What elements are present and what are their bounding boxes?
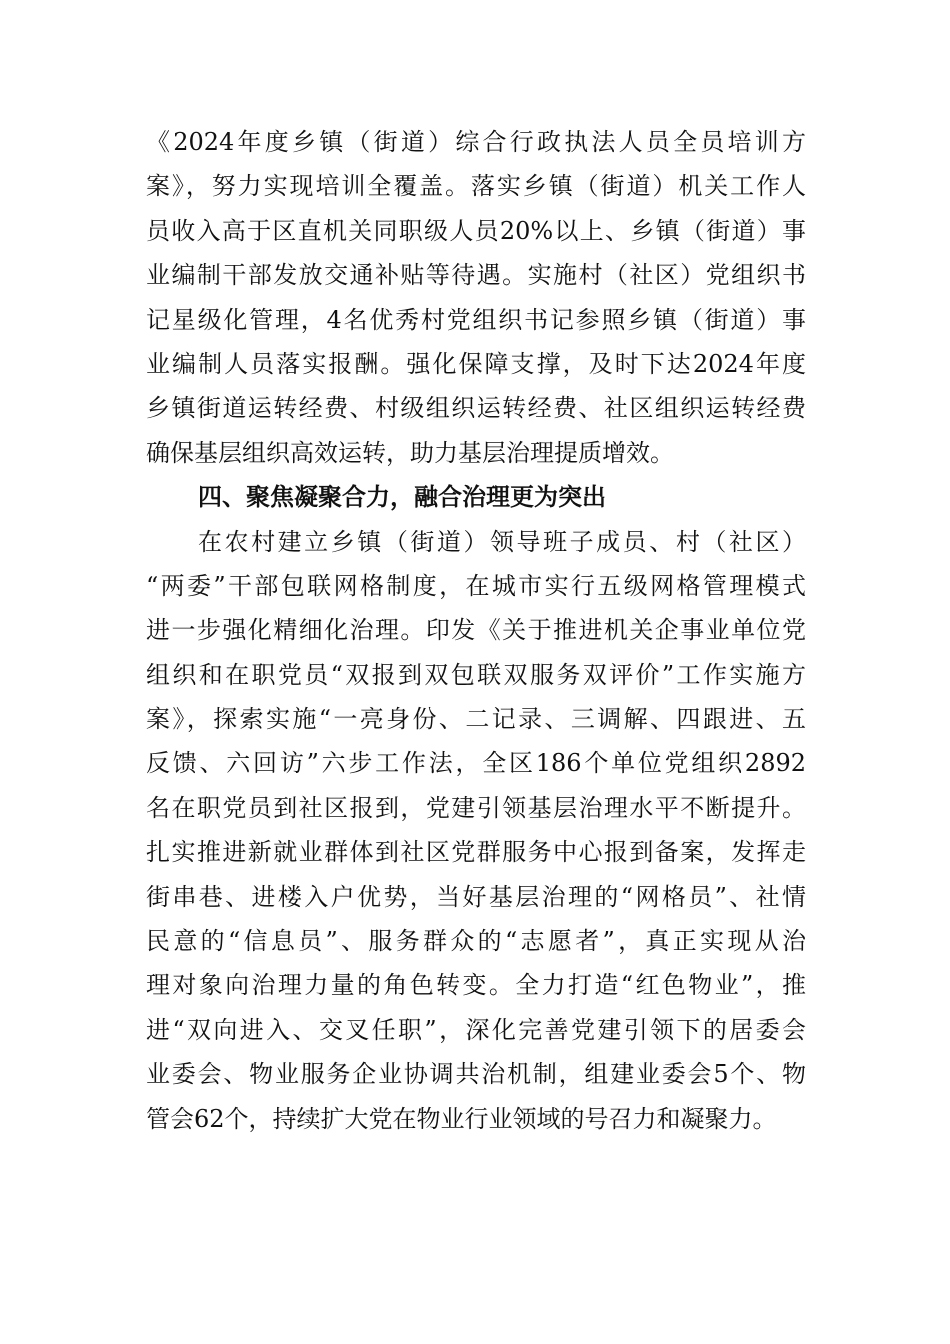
paragraph-line: “两委”干部包联网格制度，在城市实行五级网格管理模式 [146, 571, 806, 600]
paragraph-line: 管会62个，持续扩大党在物业行业领域的号召力和凝聚力。 [146, 1104, 777, 1133]
paragraph-line: 理对象向治理力量的角色转变。全力打造“红色物业”，推 [146, 971, 806, 1000]
paragraph-line: 案》，探索实施“一亮身份、二记录、三调解、四跟进、五 [146, 705, 806, 734]
paragraph-line: 确保基层组织高效运转，助力基层治理提质增效。 [146, 438, 674, 467]
paragraph-line: 反馈、六回访”六步工作法，全区186个单位党组织2892 [146, 749, 806, 778]
section-heading: 四、聚焦凝聚合力，融合治理更为突出 [198, 483, 606, 512]
paragraph-line: 记星级化管理，4名优秀村党组织书记参照乡镇（街道）事 [146, 305, 806, 334]
paragraph-line: 员收入高于区直机关同职级人员20%以上、乡镇（街道）事 [146, 216, 806, 245]
paragraph-line: 名在职党员到社区报到，党建引领基层治理水平不断提升。 [146, 793, 806, 822]
paragraph-line: 扎实推进新就业群体到社区党群服务中心报到备案，发挥走 [146, 838, 806, 867]
paragraph-line: 业委会、物业服务企业协调共治机制，组建业委会5个、物 [146, 1060, 806, 1089]
paragraph-line: 民意的“信息员”、服务群众的“志愿者”，真正实现从治 [146, 927, 806, 956]
paragraph-line: 组织和在职党员“双报到双包联双服务双评价”工作实施方 [146, 660, 806, 689]
paragraph-line: 乡镇街道运转经费、村级组织运转经费、社区组织运转经费 [146, 394, 806, 423]
paragraph-line: 街串巷、进楼入户优势，当好基层治理的“网格员”、社情 [146, 882, 806, 911]
paragraph-line: 业编制干部发放交通补贴等待遇。实施村（社区）党组织书 [146, 261, 806, 290]
document-body [146, 120, 806, 1141]
paragraph-line: 《2024年度乡镇（街道）综合行政执法人员全员培训方 [146, 128, 806, 156]
paragraph-line: 案》，努力实现培训全覆盖。落实乡镇（街道）机关工作人 [146, 172, 806, 201]
paragraph-line: 进“双向进入、交叉任职”，深化完善党建引领下的居委会 [146, 1015, 806, 1044]
paragraph-line: 业编制人员落实报酬。强化保障支撑，及时下达2024年度 [146, 349, 806, 378]
paragraph-line: 进一步强化精细化治理。印发《关于推进机关企事业单位党 [146, 616, 806, 645]
paragraph-line: 在农村建立乡镇（街道）领导班子成员、村（社区） [198, 527, 806, 556]
